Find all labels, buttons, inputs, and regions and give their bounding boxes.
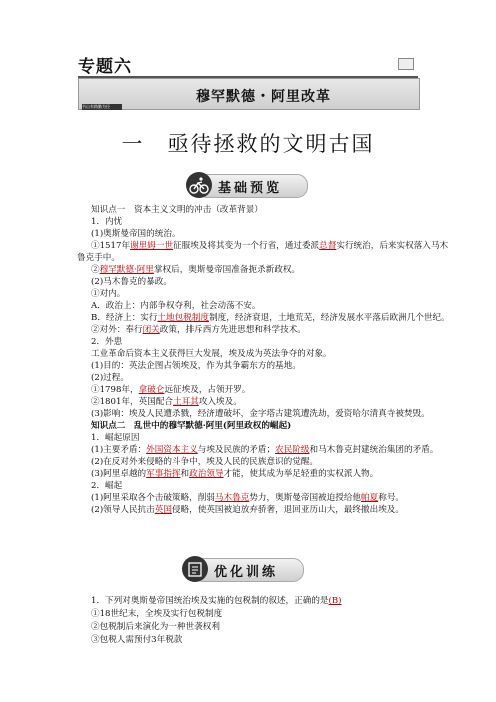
text-line [91,457,318,468]
text-fragment: (2)过程。 [91,373,129,383]
text-line [91,277,172,288]
text-line [91,241,448,252]
writing-icon [182,556,208,582]
answer-blank: 外国资本主义 [146,445,198,455]
text-fragment: 1．崛起原因 [91,433,140,443]
text-fragment: (3)影响：埃及人民遭杀戮，经济遭破坏，金字塔古建筑遭洗劫，爱资哈尔清真寺被焚毁。 [91,409,430,419]
answer-blank: 土地包税制度 [157,313,210,323]
text-line [91,622,220,633]
text-fragment: 远征埃及，占领开罗。 [164,385,251,395]
text-line [91,349,332,360]
text-fragment: ③包税人需预付3年税款 [91,635,183,645]
answer-blank: 军事指挥 [146,469,181,479]
text-line [91,337,122,348]
text-fragment: (1)奥斯曼帝国的统治。 [91,229,181,239]
text-line [91,385,250,396]
text-fragment: (3)阿里卓越的 [91,469,147,479]
text-fragment: 政策，排斥西方先进思想和科学技术。 [159,325,306,335]
text-fragment: 2．外患 [91,337,123,347]
text-fragment: ①18世纪末，全埃及实行包税制度 [91,609,223,619]
text-fragment: ②1801年，英国配合 [91,397,174,407]
text-line [91,373,129,384]
text-line [91,635,182,646]
text-line [91,313,450,324]
answer-blank: 帕夏 [361,493,379,503]
text-fragment: 与埃及民族的矛盾； [197,445,276,455]
text-line [91,445,438,456]
text-fragment: 鲁克手中。 [77,253,120,263]
text-fragment: 知识点二 乱世中的穆罕默德·阿里(阿里政权的崛起) [91,421,292,431]
text-fragment: (1)主要矛盾： [91,445,147,455]
text-fragment: A．政治上：内部争权夺利，社会动荡不安。 [91,301,261,311]
text-line [91,301,261,312]
text-fragment: ② [91,265,100,275]
text-fragment: 称号。 [378,493,405,503]
text-fragment: 侵略，使英国被迫放弃骄奢，退回亚历山大，最终撤出埃及。 [171,505,404,515]
text-line [91,361,301,372]
text-line [91,433,139,444]
text-line [91,205,263,216]
text-line [91,493,404,504]
text-fragment: 和马木鲁克封建统治集团的矛盾。 [309,445,439,455]
text-fragment: B．经济上：实行 [91,313,158,323]
text-fragment: 1．内忧 [91,217,123,227]
answer-blank: 土耳其 [173,397,199,407]
text-fragment: 掌权后，奥斯曼帝国准备扼杀新政权。 [153,265,301,275]
text-fragment: ①1798年， [91,385,139,395]
answer-blank: 拿破仑 [138,385,165,395]
answer-blank: (B) [328,596,342,606]
text-line [91,421,291,432]
answer-blank: 农民阶级 [275,445,310,455]
text-fragment: ②对外：奉行 [91,325,143,335]
topic-label: 专题六 [78,57,132,77]
corner-tag-icon [398,58,414,70]
text-line [91,217,122,228]
text-line [91,397,242,408]
chapter-title: 一 亟待拯救的文明古国 [121,132,375,156]
text-fragment: 2．崛起 [91,481,123,491]
answer-blank: 政治领导 [189,469,224,479]
text-fragment: 实行统治，后来实权落入马木 [336,241,449,251]
answer-blank: 闭关 [142,325,160,335]
sub-tag: 书山有路勤为径 [82,104,110,109]
text-line [91,596,342,607]
text-fragment: 知识点一 资本主义文明的冲击（改革背景） [91,205,263,215]
text-line [91,609,222,620]
answer-blank: 穆罕默德·阿里 [99,265,154,275]
text-line [91,505,404,516]
text-fragment: (2)马木鲁克的暴政。 [91,277,172,287]
text-line [91,289,125,300]
text-fragment: ②包税制后来演化为一种世袭权利 [91,622,220,632]
page-title: 穆罕默德・阿里改革 [196,89,331,105]
text-line [91,265,300,276]
text-line [77,253,120,264]
text-line [91,481,122,492]
text-fragment: 1．下列对奥斯曼帝国统治埃及实施的包税制的叙述，正确的是 [91,596,329,606]
text-fragment: (2)领导人民抗击 [91,505,155,515]
text-fragment: 制度，经济衰退，土地荒芜，经济发展水平落后欧洲几个世纪。 [209,313,450,323]
cyclist-icon [186,172,212,198]
text-fragment: 征服埃及将其变为一个行省，通过委派 [173,241,320,251]
text-fragment: 才能，使其成为举足轻重的实权派人物。 [223,469,379,479]
text-fragment: (1)阿里采取各个击破策略，削弱 [91,493,215,503]
text-fragment: 势力，奥斯曼帝国被迫授给他 [249,493,362,503]
text-fragment: ①1517年 [91,241,131,251]
text-fragment: (1)目的：英法企图占领埃及，作为其争霸东方的基地。 [91,361,301,371]
text-line [91,325,306,336]
answer-blank: 总督 [319,241,337,251]
text-fragment: 工业革命后资本主义获得巨大发展，埃及成为英法争夺的对象。 [91,349,332,359]
answer-blank: 谢里姆一世 [130,241,174,251]
answer-blank: 英国 [154,505,172,515]
text-fragment: 攻入埃及。 [198,397,242,407]
text-line [91,409,430,420]
text-fragment: 和 [180,469,190,479]
answer-blank: 马木鲁克 [214,493,250,503]
text-line [91,229,181,240]
badge-practice-label: 优化训练 [214,565,279,580]
text-line [91,469,378,480]
text-fragment: ①对内。 [91,289,126,299]
text-fragment: (2)在反对外来侵略的斗争中，埃及人民的民族意识的觉醒。 [91,457,319,467]
badge-basic-preview-label: 基础预览 [218,181,283,196]
